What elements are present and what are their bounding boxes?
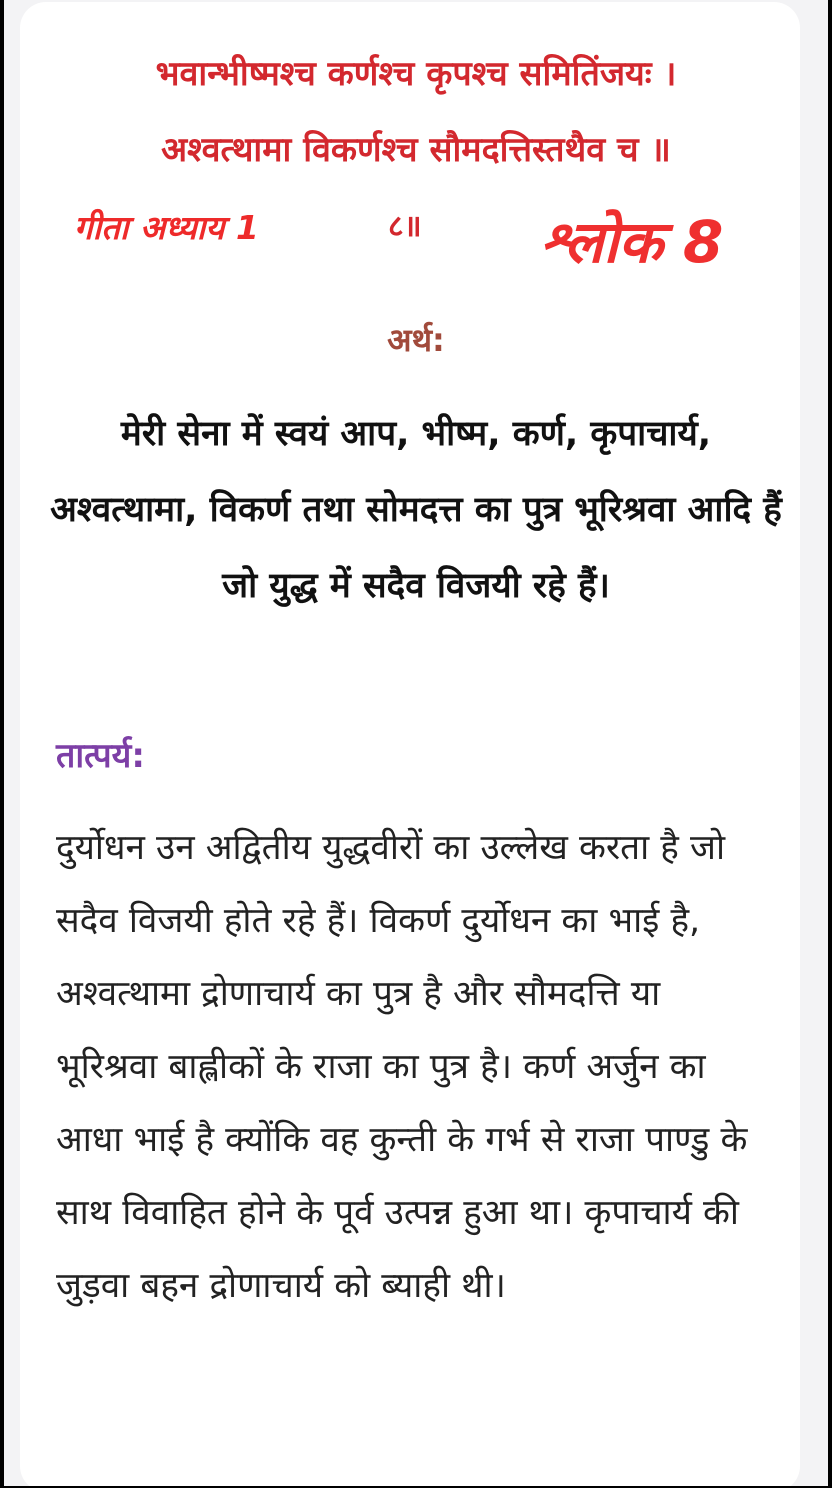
meaning-heading: अर्थ: [387, 321, 445, 359]
meaning-text: मेरी सेना में स्वयं आप, भीष्म, कर्ण, कृपाचार्य, अश्वत्थामा, विकर्ण तथा सोमदत्त का पुत्र भूरिश्रवा आदि हैं जो युद्ध में सदैव विजयी रहे हैं। [50, 414, 782, 606]
verse-line-2: अश्वत्थामा विकर्णश्च सौमदत्तिस्तथैव च ॥ [161, 130, 671, 170]
chapter-label: गीता अध्याय 1 [74, 208, 259, 247]
verse-line-1: भवान्भीष्मश्च कर्णश्च कृपश्च समितिंजयः । [155, 54, 677, 94]
verse-number-mark: ८॥ [388, 209, 422, 244]
purport-heading: तात्पर्य: [56, 736, 145, 776]
purport-text: दुर्योधन उन अद्वितीय युद्धवीरों का उल्लेख करता है जो सदैव विजयी होते रहे हैं। विकर्ण दुर्योधन का भाई है, अश्वत्थामा द्रोणाचार्य का पुत्र है और सौमदत्ति या भूरिश्रवा बाह्लीकों के राजा का पुत्र है। कर्ण अर्जुन का आधा भाई है क्योंकि वह कुन्ती के गर्भ से राजा पाण्डु के साथ विवाहित होने के पूर्व उत्पन्न हुआ था। कृपाचार्य की जुड़वा बहन द्रोणाचार्य को ब्याही थी। [56, 828, 748, 1306]
shloka-label: श्लोक 8 [540, 208, 724, 276]
screen [4, 0, 828, 1486]
